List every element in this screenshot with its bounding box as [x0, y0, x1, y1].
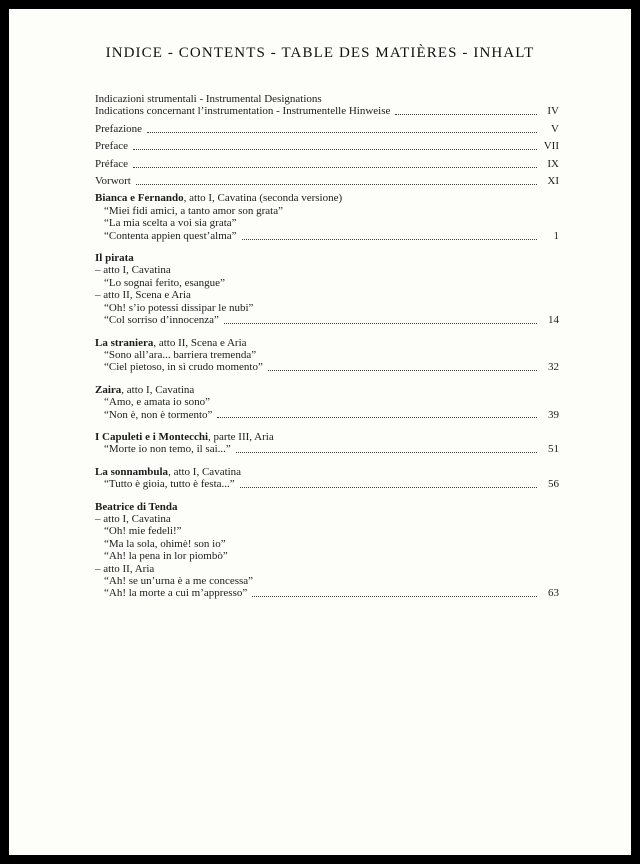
work-title: La sonnambula — [95, 465, 169, 478]
toc-line — [95, 396, 559, 408]
line-text: “Miei fidi amici, a tanto amor son grata” — [104, 204, 283, 217]
line-text: “Sono all’ara... barriera tremenda” — [104, 348, 257, 361]
toc-line — [95, 538, 559, 550]
work-title: Beatrice di Tenda — [95, 500, 178, 513]
line-text: Indicazioni strumentali - Instrumental Designations — [95, 93, 322, 105]
toc-line — [95, 158, 559, 170]
page-number: XI — [547, 175, 559, 188]
toc-line — [95, 140, 559, 152]
dot-leader — [136, 184, 537, 185]
toc-entry — [95, 501, 559, 600]
toc-line — [95, 501, 559, 513]
toc-line — [95, 466, 559, 478]
line-text: “Col sorriso d’innocenza” — [104, 314, 219, 327]
line-text: “Ah! la morte a cui m’appresso” — [104, 587, 248, 600]
page-title: INDICE - CONTENTS - TABLE DES MATIÈRES - INHALT — [105, 45, 535, 61]
work-title: Bianca e Fernando — [95, 192, 184, 205]
page-number: 63 — [548, 587, 559, 600]
toc-line — [95, 550, 559, 562]
line-text: Préface — [95, 157, 128, 170]
page-number: 56 — [548, 478, 559, 491]
toc-entry — [95, 252, 559, 326]
dot-leader — [224, 323, 537, 324]
toc-line — [95, 175, 559, 187]
toc-line — [95, 230, 559, 242]
line-text: – atto I, Cavatina — [95, 512, 171, 525]
toc-line — [95, 361, 559, 373]
line-text: – atto I, Cavatina — [95, 264, 171, 277]
work-title: La straniera — [95, 336, 154, 349]
page-number: V — [551, 122, 559, 135]
line-text: , atto I, Cavatina — [168, 465, 242, 478]
line-text: “Oh! s’io potessi dissipar le nubi” — [104, 301, 254, 314]
toc-line — [95, 575, 559, 587]
line-text: – atto II, Scena e Aria — [95, 289, 191, 302]
line-text: “La mia scelta a voi sia grata” — [104, 217, 237, 230]
page-number: 39 — [548, 408, 559, 421]
line-text: “Ah! se un’urna è a me concessa” — [104, 575, 254, 587]
toc-line — [95, 384, 559, 396]
toc-line — [95, 349, 559, 361]
dot-leader — [133, 149, 537, 150]
line-text: , parte III, Aria — [208, 430, 274, 443]
toc-line — [95, 409, 559, 421]
page-number: 51 — [548, 443, 559, 456]
toc-line — [95, 337, 559, 349]
toc-entry — [95, 466, 559, 491]
line-text: Vorwort — [95, 175, 131, 188]
toc-line — [95, 302, 559, 314]
work-title: I Capuleti e i Montecchi — [95, 430, 209, 443]
line-text: “Ma la sola, ohimè! son io” — [104, 537, 226, 550]
toc-line — [95, 478, 559, 490]
page-number: VII — [543, 140, 559, 153]
page-number: IV — [547, 105, 559, 118]
line-text: Prefazione — [95, 122, 143, 135]
dot-leader — [133, 167, 537, 168]
dot-leader — [217, 417, 537, 418]
toc-line — [95, 289, 559, 301]
toc-line — [95, 563, 559, 575]
line-text: – atto II, Aria — [95, 562, 155, 575]
toc-line — [95, 264, 559, 276]
toc-line — [95, 431, 559, 443]
toc-line — [95, 525, 559, 537]
line-text: “Contenta appien quest’alma” — [104, 229, 237, 242]
toc-entry — [95, 337, 559, 374]
toc-line — [95, 513, 559, 525]
toc-entry — [95, 431, 559, 456]
line-text: Indications concernant l’instrumentation - Instrumentelle Hinweise — [95, 105, 391, 118]
toc-line — [95, 217, 559, 229]
dot-leader — [147, 132, 537, 133]
line-text: “Tutto è gioia, tutto è festa...” — [104, 478, 235, 491]
toc-line — [95, 105, 559, 117]
document-page — [9, 9, 631, 855]
work-title: Il pirata — [95, 252, 134, 265]
toc-line — [95, 205, 559, 217]
dot-leader — [252, 596, 537, 597]
dot-leader — [236, 452, 537, 453]
toc-entry — [95, 140, 559, 152]
dot-leader — [242, 239, 537, 240]
line-text: , atto I, Cavatina (seconda versione) — [183, 192, 343, 205]
toc-entry — [95, 175, 559, 187]
line-text: “Ciel pietoso, in sì crudo momento” — [104, 361, 263, 374]
toc-entry — [95, 123, 559, 135]
dot-leader — [268, 370, 537, 371]
toc-entry — [95, 93, 559, 118]
line-text: “Oh! mie fedeli!” — [104, 525, 182, 538]
table-of-contents — [95, 93, 559, 600]
toc-line — [95, 123, 559, 135]
toc-line — [95, 314, 559, 326]
toc-line — [95, 277, 559, 289]
work-title: Zaira — [95, 383, 122, 396]
toc-entry — [95, 158, 559, 170]
line-text: , atto I, Cavatina — [121, 383, 195, 396]
page-number: 32 — [548, 361, 559, 374]
line-text: Preface — [95, 140, 128, 153]
dot-leader — [240, 487, 537, 488]
toc-line — [95, 443, 559, 455]
line-text: “Non è, non è tormento” — [104, 408, 213, 421]
toc-line — [95, 587, 559, 599]
line-text: “Morte io non temo, il sai...” — [104, 443, 231, 456]
line-text: “Amo, e amata io sono” — [104, 396, 210, 409]
page-number: 14 — [548, 314, 559, 327]
line-text: “Ah! la pena in lor piombò” — [104, 550, 228, 563]
toc-entry — [95, 384, 559, 421]
toc-entry — [95, 192, 559, 242]
page-number: 1 — [553, 229, 559, 242]
toc-line — [95, 93, 559, 105]
toc-line — [95, 252, 559, 264]
line-text: “Lo sognai ferito, esangue” — [104, 276, 225, 289]
toc-line — [95, 192, 559, 204]
line-text: , atto II, Scena e Aria — [153, 336, 247, 349]
dot-leader — [395, 114, 537, 115]
page-number: IX — [547, 157, 559, 170]
